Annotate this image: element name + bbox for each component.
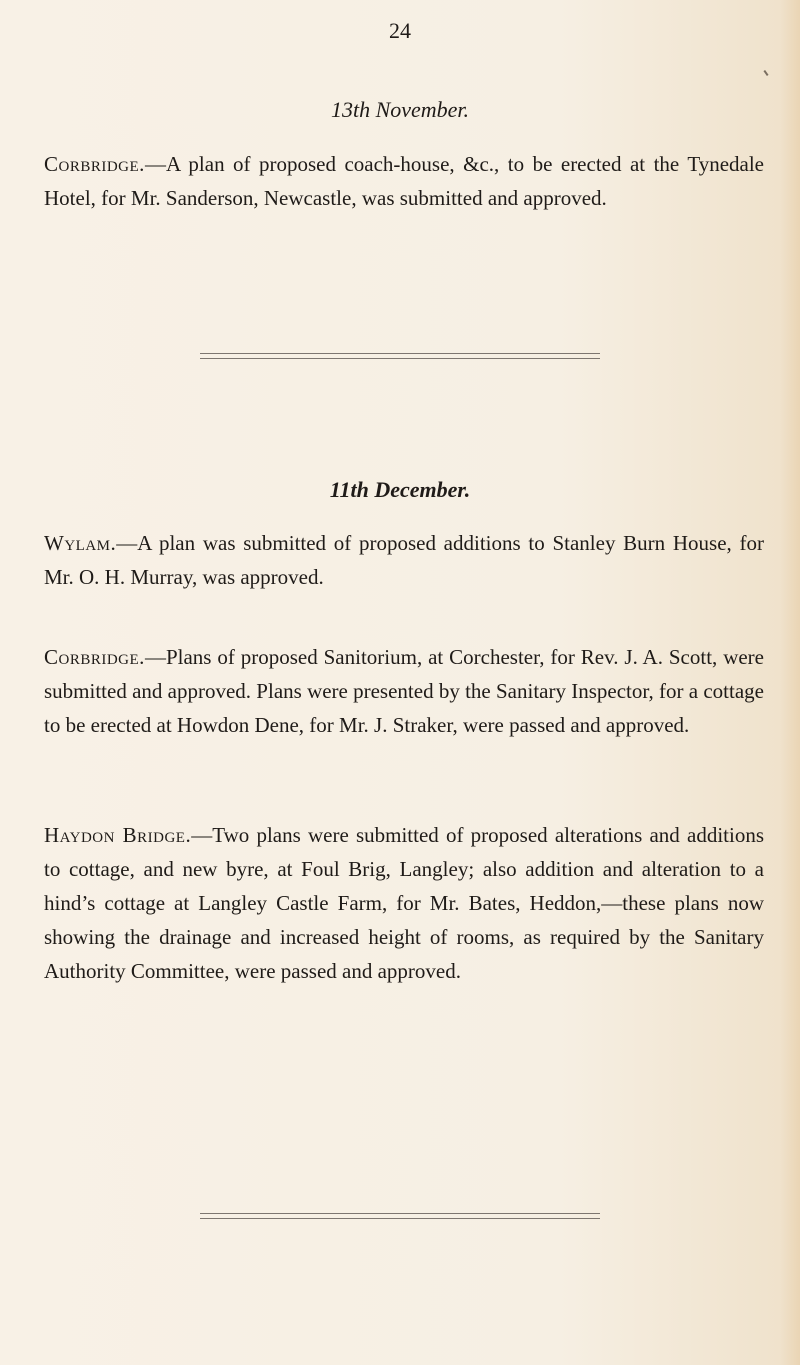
entry-date-heading: 13th November.: [330, 97, 470, 122]
entry-paragraph: [44, 526, 764, 594]
entry-paragraph: [44, 640, 764, 742]
page-number: 24: [389, 18, 411, 43]
place-name: Corbridge.: [44, 645, 145, 669]
page-edge-shadow: [780, 0, 800, 1365]
paper-mark: [763, 70, 768, 76]
paragraph-text: —A plan was submitted of proposed additions to Stanley Burn House, for Mr. O. H. Murray, was approved.: [44, 531, 764, 589]
place-name: Wylam.: [44, 531, 117, 555]
section-divider: [200, 1213, 600, 1219]
paragraph-text: —Plans of proposed Sanitorium, at Corchester, for Rev. J. A. Scott, were submitted and approved. Plans were presented by the Sanitary Inspector, for a cottage to be erected at Howdon Dene, for Mr. J. Straker, were passed and approved.: [44, 645, 764, 737]
paragraph-text: —Two plans were submitted of proposed alterations and additions to cottage, and new byre, at Foul Brig, Langley; also addition and alteration to a hind’s cottage at Langley Castle Farm, for Mr. Bates, Heddon,—these plans now showing the drainage and increased height of rooms, as required by the Sanitary Authority Committee, were passed and approved.: [44, 823, 764, 983]
entry-paragraph: [44, 818, 764, 988]
place-name: Corbridge.: [44, 152, 145, 176]
place-name: Haydon Bridge.: [44, 823, 192, 847]
entry-paragraph: [44, 147, 764, 215]
paragraph-text: —A plan of proposed coach-house, &c., to be erected at the Tynedale Hotel, for Mr. Sanderson, Newcastle, was submitted and approved.: [44, 152, 764, 210]
section-divider: [200, 353, 600, 359]
entry-date-heading: 11th December.: [329, 477, 471, 502]
